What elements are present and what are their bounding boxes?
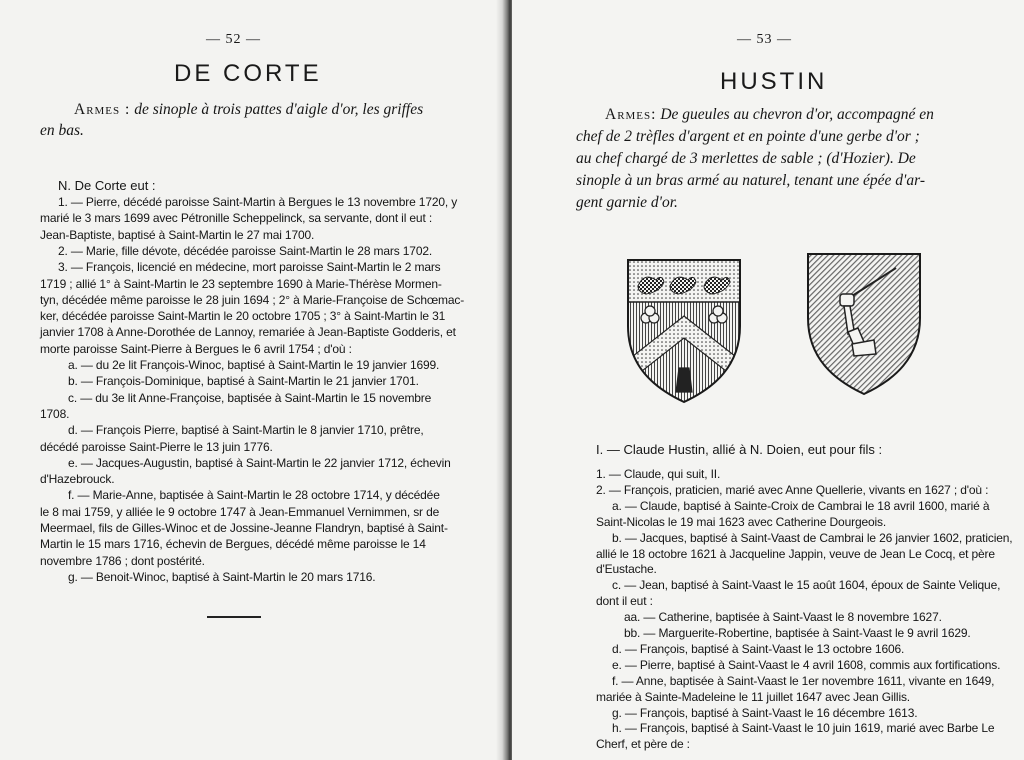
- end-rule: [207, 616, 261, 618]
- genealogy-line: novembre 1786 ; dont postérité.: [40, 553, 205, 568]
- arms-text: De gueules au chevron d'or, accompagné en: [660, 106, 934, 123]
- genealogy-line: g. — Benoit-Winoc, baptisé à Saint-Martin le 20 mars 1716.: [68, 569, 376, 584]
- page-number: — 52 —: [206, 32, 261, 47]
- genealogy-line: 1. — Pierre, décédé paroisse Saint-Martin à Bergues le 13 novembre 1720, y: [58, 195, 458, 209]
- genealogy-line: Jean-Baptiste, baptisé à Saint-Martin le 27 mai 1700.: [40, 227, 315, 242]
- genealogy-line: mariée à Sainte-Madeleine le 11 juillet 1647 avec Jean Gillis.: [596, 689, 910, 704]
- coat-of-arms-arm-sword: [804, 250, 924, 398]
- page-title: DE CORTE: [174, 60, 322, 87]
- genealogy-line: bb. — Marguerite-Robertine, baptisée à Saint-Vaast le 9 avril 1629.: [624, 626, 971, 640]
- arms-line-1: [605, 104, 934, 125]
- arms-text-2: en bas.: [40, 122, 84, 139]
- genealogy-line: tyn, décédée même paroisse le 28 juin 1694 ; 2° à Marie-Françoise de Schœmac-: [40, 292, 465, 307]
- arms-line-5: gent garnie d'or.: [576, 194, 678, 211]
- genealogy-line: marié le 3 mars 1699 avec Pétronille Scheppelinck, sa servante, dont il eut :: [40, 211, 432, 226]
- genealogy-line: 2. — François, praticien, marié avec Anne Quellerie, vivants en 1627 ; d'où :: [596, 482, 989, 497]
- genealogy-line: h. — François, baptisé à Saint-Vaast le 10 juin 1619, marié avec Barbe Le: [612, 721, 995, 736]
- section-intro: I. — Claude Hustin, allié à N. Doien, eut pour fils :: [596, 442, 883, 457]
- arms-line-4: sinople à un bras armé au naturel, tenant une épée d'ar-: [576, 172, 925, 189]
- left-page: [0, 0, 504, 760]
- arms-description: [74, 99, 454, 120]
- genealogy-line: 2. — Marie, fille dévote, décédée paroisse Saint-Martin le 28 mars 1702.: [58, 243, 433, 258]
- genealogy-line: Saint-Nicolas le 19 mai 1623 avec Catherine Dourgeois.: [596, 514, 887, 529]
- genealogy-line: d. — François, baptisé à Saint-Vaast le 13 octobre 1606.: [612, 641, 905, 656]
- genealogy-line: décédé paroisse Saint-Pierre le 13 juin 1776.: [40, 439, 273, 454]
- genealogy-line: 3. — François, licencié en médecine, mort paroisse Saint-Martin le 2 mars: [58, 260, 441, 275]
- arms-text-1: de sinople à trois pattes d'aigle d'or, les griffes: [134, 101, 424, 118]
- genealogy-line: g. — François, baptisé à Saint-Vaast le 16 décembre 1613.: [612, 705, 918, 720]
- page-number: — 53 —: [737, 32, 792, 47]
- right-page: [512, 0, 1024, 760]
- genealogy-line: Martin le 15 mars 1716, échevin de Bergues, décédé même paroisse le 14: [40, 537, 426, 552]
- genealogy-line: Meermael, fils de Gilles-Winoc et de Jossine-Jeanne Flandryn, baptisé à Saint-: [40, 521, 448, 535]
- genealogy-line: e. — Pierre, baptisé à Saint-Vaast le 4 avril 1608, commis aux fortifications.: [612, 657, 1001, 672]
- genealogy-line: dont il eut :: [596, 594, 653, 609]
- arms-line-2: chef de 2 trèfles d'argent et en pointe d'une gerbe d'or ;: [576, 128, 920, 145]
- genealogy-line: c. — Jean, baptisé à Saint-Vaast le 15 août 1604, époux de Sainte Velique,: [612, 578, 1001, 593]
- genealogy-line: d'Eustache.: [596, 562, 657, 577]
- genealogy-line: le 8 mai 1759, y alliée le 9 octobre 1747 à Jean-Emmanuel Vernimmen, sr de: [40, 504, 440, 519]
- genealogy-line: allié le 18 octobre 1621 à Jacqueline Jappin, veuve de Jean Le Cocq, et père: [596, 546, 995, 561]
- genealogy-line: 1708.: [40, 406, 70, 421]
- page-title: HUSTIN: [720, 68, 828, 95]
- genealogy-line: f. — Marie-Anne, baptisée à Saint-Martin le 28 octobre 1714, y décédée: [68, 488, 440, 503]
- arms-label: Armes:: [605, 106, 657, 123]
- genealogy-line: d'Hazebrouck.: [40, 472, 115, 487]
- coat-of-arms-hustin: [624, 256, 744, 406]
- genealogy-line: b. — François-Dominique, baptisé à Saint-Martin le 21 janvier 1701.: [68, 374, 419, 389]
- genealogy-line: Cherf, et père de :: [596, 737, 690, 752]
- genealogy-line: morte paroisse Saint-Pierre à Bergues le 6 avril 1754 ; d'où :: [40, 341, 352, 356]
- genealogy-line: b. — Jacques, baptisé à Saint-Vaast de Cambrai le 26 janvier 1602, praticien,: [612, 530, 1013, 545]
- arms-line-3: au chef chargé de 3 merlettes de sable ; (d'Hozier). De: [576, 150, 916, 167]
- genealogy-line: e. — Jacques-Augustin, baptisé à Saint-Martin le 22 janvier 1712, échevin: [68, 455, 451, 470]
- genealogy-line: janvier 1708 à Anne-Dorothée de Lannoy, remariée à Jean-Baptiste Godderis, et: [40, 325, 456, 340]
- genealogy-line: d. — François Pierre, baptisé à Saint-Martin le 8 janvier 1710, prêtre,: [68, 423, 424, 438]
- genealogy-line: 1. — Claude, qui suit, II.: [596, 467, 721, 481]
- genealogy-line: aa. — Catherine, baptisée à Saint-Vaast le 8 novembre 1627.: [624, 610, 942, 625]
- arms-label: Armes :: [74, 101, 131, 118]
- genealogy-line: f. — Anne, baptisée à Saint-Vaast le 1er novembre 1611, vivante en 1649,: [612, 673, 995, 688]
- genealogy-line: ker, décédée paroisse Saint-Martin le 20 octobre 1705 ; 3° à Saint-Martin le 31: [40, 309, 446, 324]
- section-intro: N. De Corte eut :: [58, 178, 156, 193]
- genealogy-line: c. — du 3e lit Anne-Françoise, baptisée à Saint-Martin le 15 novembre: [68, 390, 432, 405]
- genealogy-line: 1719 ; allié 1° à Saint-Martin le 23 septembre 1690 à Marie-Thérèse Mormen-: [40, 276, 442, 291]
- genealogy-line: a. — Claude, baptisé à Sainte-Croix de Cambrai le 18 avril 1600, marié à: [612, 498, 990, 513]
- genealogy-line: a. — du 2e lit François-Winoc, baptisé à Saint-Martin le 19 janvier 1699.: [68, 358, 440, 372]
